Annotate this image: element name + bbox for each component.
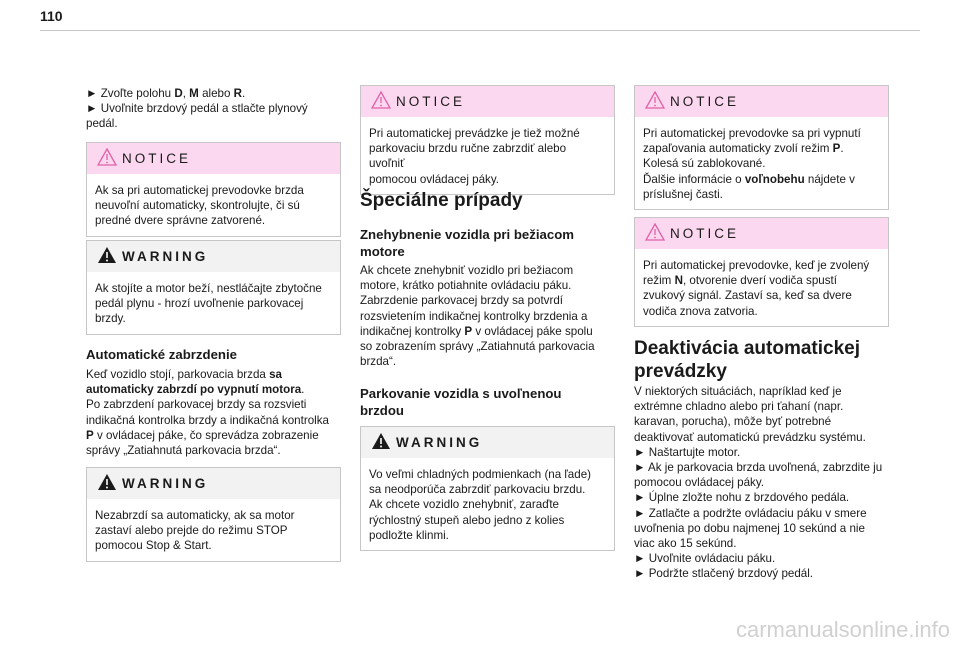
immobilize-text: Ak chcete znehybniť vozidlo pri bežiacom motore, krátko potiahnite ovládaciu páku. Zabrzdenie parkovacej brzdy sa potvrdí rozsvietením indikačnej kontrolky brzdenia a indikačnej kontrolky P v ovládacej páke spolu so zobrazením správy „Zatiahnutá parkovacia brzda“. xyxy=(360,264,595,369)
notice-title: NOTICE xyxy=(670,226,740,241)
warning-title: WARNING xyxy=(122,476,209,491)
notice-title: NOTICE xyxy=(122,151,192,166)
notice-box-3: NOTICE Pri automatickej prevodovke sa pri vypnutí zapaľovania automaticky zvolí režim P. Kolesá sú zablokované. Ďalšie informácie o voľnobehu nájdete v príslušnej časti. xyxy=(634,85,889,210)
warning-triangle-icon xyxy=(371,432,391,450)
deactivation-text: V niektorých situáciách, napríklad keď je extrémne chladno alebo pri ťahaní (napr. karavan, porucha), môže byť potrebné deaktivovať automatickú prevádzku systému. ► Naštartujte motor. ► Ak je parkovacia brzda uvoľnená, zabrzdite ju pomocou ovládacej páky. ► Úplne zložte nohu z brzdového pedála. ► Zatlačte a podržte ovládaciu páku v smere uvoľnenia po dobu najmenej 10 sekúnd a nie viac ako 15 sekúnd. ► Uvoľnite ovládaciu páku. ► Podržte stlačený brzdový pedál. xyxy=(634,385,883,581)
section-heading-special-cases: Špeciálne prípady xyxy=(360,190,523,211)
warning-triangle-icon xyxy=(97,246,117,264)
warning-box-2: WARNING Nezabrzdí sa automaticky, ak sa motor zastaví alebo prejde do režimu STOP pomocou Stop & Start. xyxy=(86,467,341,562)
notice-box-1: NOTICE Ak sa pri automatickej prevodovke brzda neuvoľní automaticky, skontrolujte, či sú predné dvere správne zatvorené. xyxy=(86,142,341,237)
section-heading-immobilize: Znehybnenie vozidla pri bežiacom motore xyxy=(360,227,574,259)
caution-outline-icon xyxy=(645,223,665,241)
header-rule xyxy=(40,30,920,31)
caution-outline-icon xyxy=(645,91,665,109)
notice-title: NOTICE xyxy=(670,94,740,109)
page-number: 110 xyxy=(40,8,63,24)
notice-box-2: NOTICE Pri automatickej prevádzke je tiež možné parkovaciu brzdu ručne zabrzdiť alebo uvoľniť pomocou ovládacej páky. xyxy=(360,85,615,195)
intro-step-1: ► Zvoľte polohu D, M alebo R. xyxy=(86,87,246,100)
section-heading-auto-brake: Automatické zabrzdenie xyxy=(86,347,237,362)
notice-box-4: NOTICE Pri automatickej prevodovke, keď je zvolený režim N, otvorenie dverí vodiča spustí zvukový signál. Zastaví sa, keď sa dvere vodiča znova zatvoria. xyxy=(634,217,889,327)
watermark: carmanualsonline.info xyxy=(735,617,950,642)
warning-box-3: WARNING Vo veľmi chladných podmienkach (na ľade) sa neodporúča zabrzdiť parkovaciu brzdu. Ak chcete vozidlo znehybniť, zaraďte rýchlostný stupeň alebo jedno z kolies podložte klinmi. xyxy=(360,426,615,551)
intro-step-2: ► Uvoľnite brzdový pedál a stlačte plynový pedál. xyxy=(86,102,308,131)
warning-title: WARNING xyxy=(396,435,483,450)
warning-box-1: WARNING Ak stojíte a motor beží, nestláčajte zbytočne pedál plynu - hrozí uvoľnenie parkovacej brzdy. xyxy=(86,240,341,335)
section-heading-parking: Parkovanie vozidla s uvoľnenou brzdou xyxy=(360,386,562,418)
caution-outline-icon xyxy=(97,148,117,166)
warning-triangle-icon xyxy=(97,473,117,491)
section-heading-deactivation: Deaktivácia automatickej prevádzky xyxy=(634,338,861,382)
caution-outline-icon xyxy=(371,91,391,109)
auto-brake-text: Keď vozidlo stojí, parkovacia brzda sa automaticky zabrzdí po vypnutí motora. Po zabrzdení parkovacej brzdy sa rozsvieti indikačná kontrolka brzdy a indikačná kontrolka P v ovládacej páke, čo sprevádza zobrazenie správy „Zatiahnutá parkovacia brzda“. xyxy=(86,368,329,458)
notice-title: NOTICE xyxy=(396,94,466,109)
warning-title: WARNING xyxy=(122,249,209,264)
